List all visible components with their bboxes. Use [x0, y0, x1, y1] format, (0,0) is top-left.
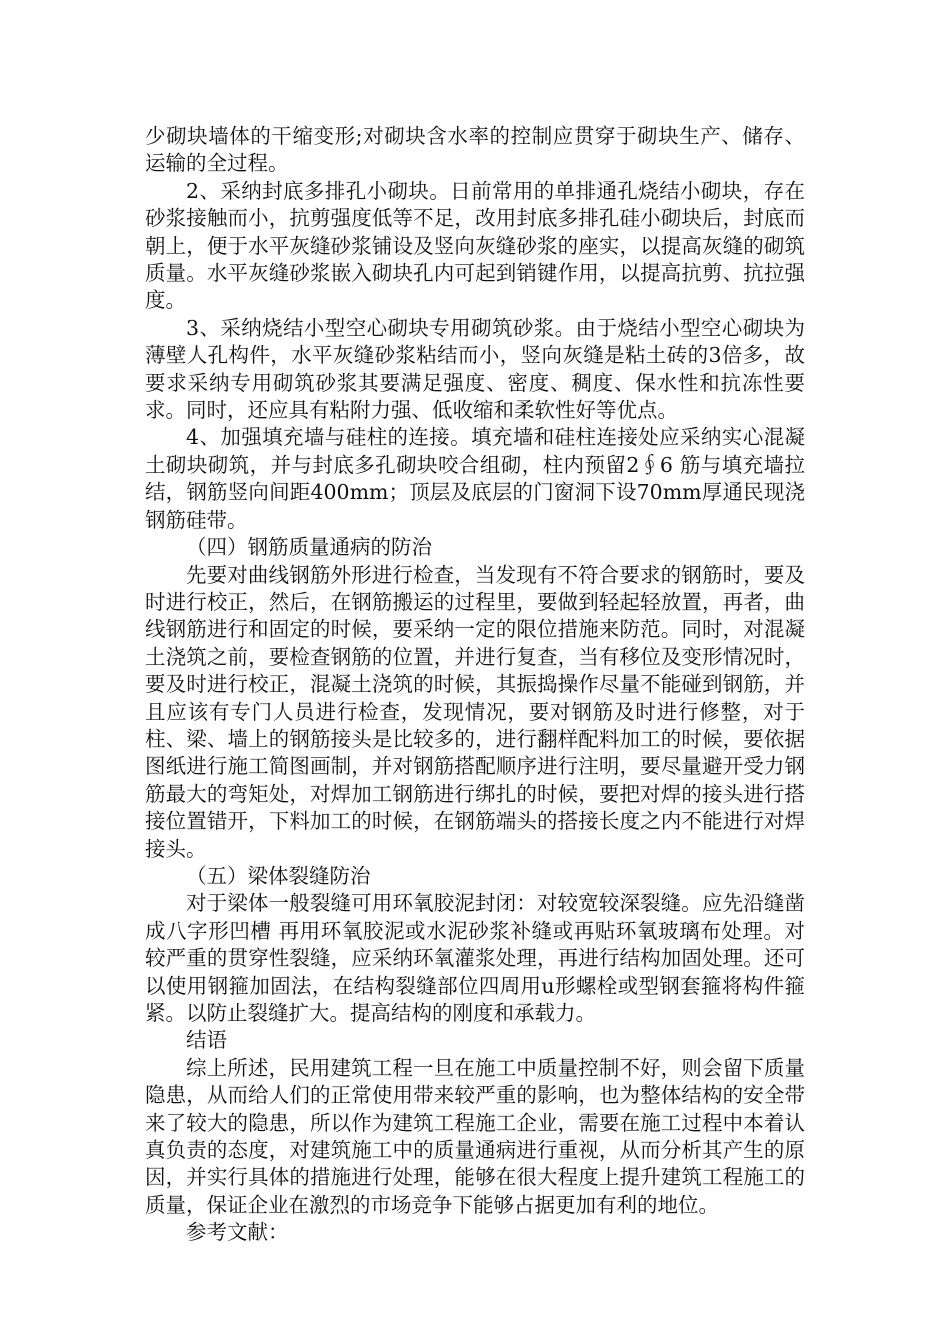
paragraph-item-3: 3、采纳烧结小型空心砌块专用砌筑砂浆。由于烧结小型空心砌块为薄壁人孔构件，水平灰缝砂浆粘结而小，竖向灰缝是粘土砖的3倍多，故要求采纳专用砌筑砂浆其要满足强度、密度、稠度、保水性和抗冻性要求。同时，还应具有粘附力强、低收缩和柔软性好等优点。 — [145, 315, 805, 423]
paragraph-conclusion: 综上所述，民用建筑工程一旦在施工中质量控制不好，则会留下质量隐患，从而给人们的正常使用带来较严重的影响，也为整体结构的安全带来了较大的隐患，所以作为建筑工程施工企业，需要在施工过程中本着认真负责的态度，对建筑施工中的质量通病进行重视，从而分析其产生的原因，并实行具体的措施进行处理，能够在很大程度上提升建筑工程施工的质量，保证企业在激烈的市场竞争下能够占据更加有利的地位。 — [145, 1055, 805, 1217]
paragraph-continuation: 少砌块墙体的干缩变形;对砌块含水率的控制应贯穿于砌块生产、储存、运输的全过程。 — [145, 124, 805, 176]
section-heading-references: 参考文献： — [186, 1220, 289, 1245]
section-heading-beam-cracks: （五）梁体裂缝防治 — [186, 863, 371, 888]
paragraph-item-4: 4、加强填充墙与硅柱的连接。填充墙和硅柱连接处应采纳实心混凝土砌块砌筑，并与封底多孔砌块咬合组砌，柱内预留2∮6 筋与填充墙拉结，钢筋竖向间距400mm；顶层及底层的门窗洞下设70mm厚通民现浇钢筋硅带。 — [145, 425, 805, 532]
paragraph-item-2: 2、采纳封底多排孔小砌块。日前常用的单排通孔烧结小砌块，存在砂浆接触而小，抗剪强度低等不足，改用封底多排孔硅小砌块后，封底而朝上，便于水平灰缝砂浆铺设及竖向灰缝砂浆的座实，以提高灰缝的砌筑质量。水平灰缝砂浆嵌入砌块孔内可起到销键作用，以提高抗剪、抗拉强度。 — [145, 178, 805, 313]
paragraph-rebar: 先要对曲线钢筋外形进行检查，当发现有不符合要求的钢筋时，要及时进行校正，然后，在钢筋搬运的过程里，要做到轻起轻放置，再者，曲线钢筋进行和固定的时候，要采纳一定的限位措施来防范。同时，对混凝土浇筑之前，要检查钢筋的位置，并进行复查，当有移位及变形情况时，要及时进行校正，混凝土浇筑的时候，其振捣操作尽量不能碰到钢筋，并且应该有专门人员进行检查，发现情况，要对钢筋及时进行修整，对于柱、梁、墙上的钢筋接头是比较多的，进行翻样配料加工的时候，要依据图纸进行施工简图画制，并对钢筋搭配顺序进行注明，要尽量避开受力钢筋最大的弯矩处，对焊加工钢筋进行绑扎的时候，要把对焊的接头进行搭接位置错开，下料加工的时候，在钢筋端头的搭接长度之内不能进行对焊接头。 — [145, 562, 805, 861]
document-page — [145, 123, 805, 1247]
section-heading-conclusion: 结语 — [186, 1028, 227, 1053]
paragraph-beam-cracks: 对于梁体一般裂缝可用环氧胶泥封闭：对较宽较深裂缝。应先沿缝凿成八字形凹槽 再用环氧胶泥或水泥砂浆补缝或再贴环氧玻璃布处理。对较严重的贯穿性裂缝，应采纳环氧灌浆处理，再进行结构加固处理。还可以使用钢箍加固法，在结构裂缝部位四周用u形螺栓或型钢套箍将构件箍紧。以防止裂缝扩大。提高结构的刚度和承载力。 — [145, 891, 805, 1025]
section-heading-rebar: （四）钢筋质量通病的防治 — [186, 535, 432, 560]
